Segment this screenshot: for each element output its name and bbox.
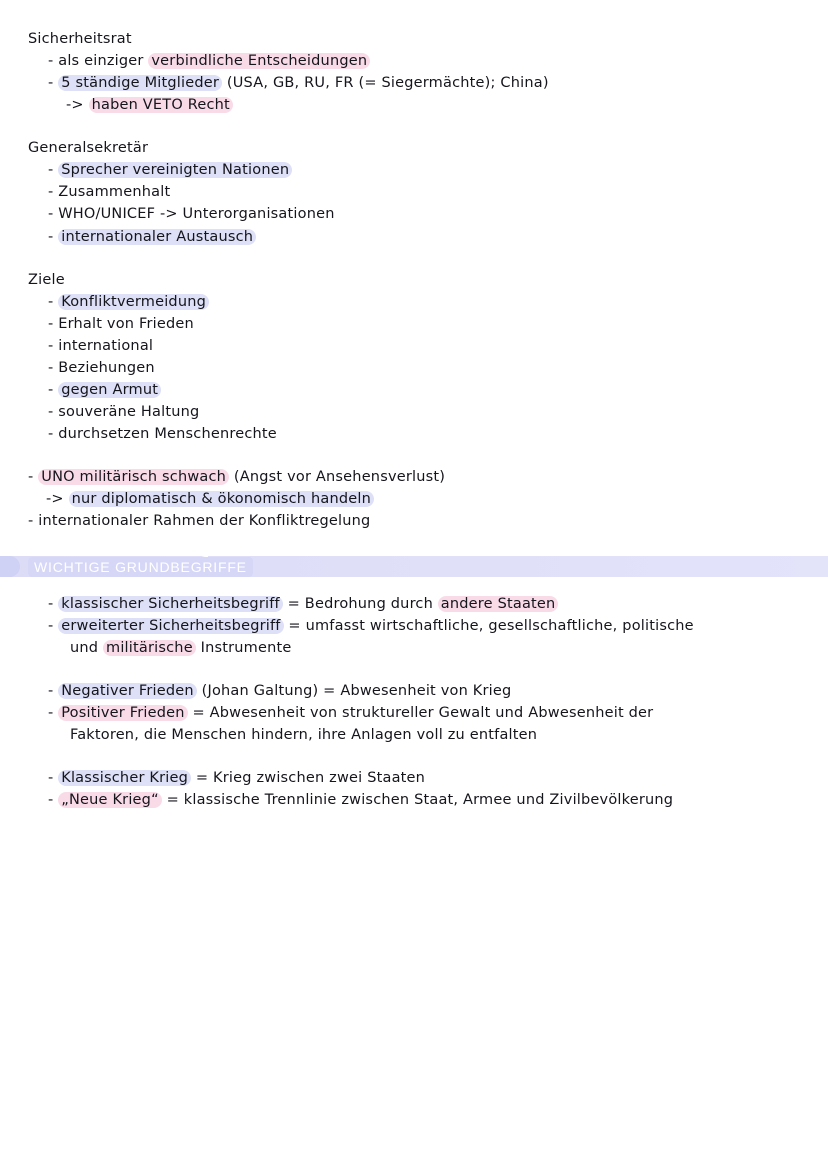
list-item: - internationaler Austausch [48,227,256,247]
list-item: - Beziehungen [48,360,155,376]
heading-sicherheitsrat: Sicherheitsrat [28,31,132,47]
list-item: - Erhalt von Frieden [48,316,194,332]
list-item: - Klassischer Krieg = Krieg zwischen zwei Staaten [48,770,426,786]
highlight: verbindliche Entscheidungen [148,53,370,69]
highlight: nur diplomatisch & ökonomisch handeln [69,491,374,507]
list-item: - Konfliktvermeidung [48,292,209,312]
list-item: - als einziger verbindliche Entscheidungen [48,51,370,71]
highlight: 5 ständige Mitglieder [58,75,222,91]
list-item: - Positiver Frieden = Abwesenheit von struktureller Gewalt und Abwesenheit der [48,705,654,721]
list-item: - gegen Armut [48,380,161,400]
highlight: gegen Armut [58,382,161,398]
list-item: - Zusammenhalt [48,184,171,200]
highlight: „Neue Krieg“ [58,792,162,808]
highlight: klassischer Sicherheitsbegriff [58,596,283,612]
list-item: -> haben VETO Recht [66,95,233,115]
highlight: militärische [103,640,196,656]
list-item: und militärische Instrumente [70,640,292,656]
highlight: Konfliktvermeidung [58,294,209,310]
highlight: Positiver Frieden [58,705,187,721]
highlight: UNO militärisch schwach [38,469,229,485]
heading-ziele: Ziele [28,272,65,288]
list-item: - klassischer Sicherheitsbegriff = Bedrohung durch andere Staaten [48,594,558,614]
highlight: erweiterter Sicherheitsbegriff [58,618,283,634]
list-item: - souveräne Haltung [48,404,200,420]
banner-cap [0,556,20,577]
list-item: - Negativer Frieden (Johan Galtung) = Abwesenheit von Krieg [48,683,512,699]
highlight: Negativer Frieden [58,683,197,699]
highlight: haben VETO Recht [89,97,233,113]
list-item: - UNO militärisch schwach (Angst vor Ansehensverlust) [28,469,446,485]
banner-title: WICHTIGE GRUNDBEGRIFFE [28,557,253,577]
list-item: Faktoren, die Menschen hindern, ihre Anlagen voll zu entfalten [70,727,538,743]
highlight: internationaler Austausch [58,229,256,245]
list-item: - Sprecher vereinigten Nationen [48,160,292,180]
list-item: - erweiterter Sicherheitsbegriff = umfasst wirtschaftliche, gesellschaftliche, politische [48,618,694,634]
list-item: - durchsetzen Menschenrechte [48,426,277,442]
highlight: Sprecher vereinigten Nationen [58,162,292,178]
list-item: - „Neue Krieg“ = klassische Trennlinie zwischen Staat, Armee und Zivilbevölkerung [48,792,674,808]
list-item: -> nur diplomatisch & ökonomisch handeln [46,489,374,509]
heading-generalsekretaer: Generalsekretär [28,140,149,156]
list-item: - international [48,338,154,354]
highlight: Klassischer Krieg [58,770,191,786]
highlight: andere Staaten [438,596,559,612]
list-item: - 5 ständige Mitglieder (USA, GB, RU, FR (= Siegermächte); China) [48,75,549,91]
list-item: - internationaler Rahmen der Konfliktregelung [28,513,371,529]
list-item: - WHO/UNICEF -> Unterorganisationen [48,206,335,222]
